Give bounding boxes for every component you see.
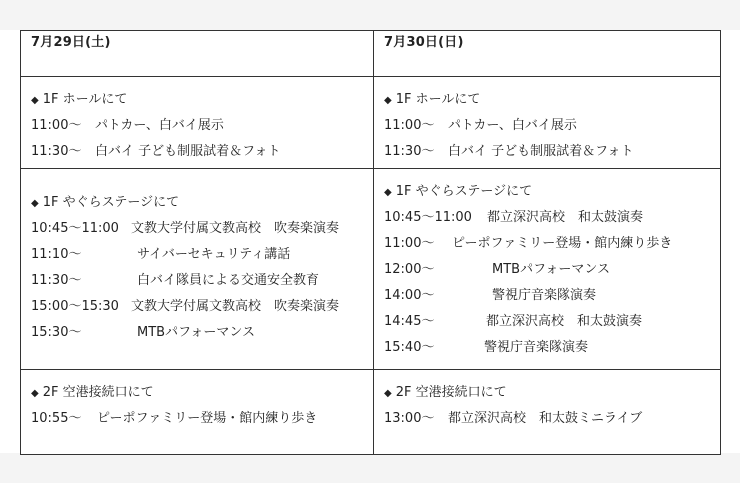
event-title: 都立深沢高校 和太鼓演奏 <box>486 314 643 329</box>
day-label: 7月29日(土) <box>31 35 111 50</box>
list-item <box>31 139 363 165</box>
list-item <box>31 242 363 268</box>
event-title: 文教大学付属文教高校 吹奏楽演奏 <box>131 299 340 314</box>
event-time: 10:45～11:00 <box>31 221 119 236</box>
list-item <box>384 231 710 257</box>
day-header-saturday <box>21 31 374 77</box>
diamond-bullet-icon: ◆ <box>31 95 39 106</box>
event-time: 11:00～ <box>31 118 82 133</box>
event-time: 11:10～ <box>31 247 82 262</box>
diamond-bullet-icon: ◆ <box>384 95 392 106</box>
list-item <box>31 406 363 432</box>
list-item <box>384 406 710 432</box>
top-background-band <box>0 0 740 30</box>
event-time: 11:30～ <box>31 273 82 288</box>
table-row-1f-hall <box>21 77 721 169</box>
list-item <box>384 205 710 231</box>
list-item <box>31 113 363 139</box>
section-heading: ◆ 1F ホールにて <box>384 92 481 107</box>
table-row-1f-stage <box>21 169 721 370</box>
event-schedule-table <box>20 30 721 455</box>
event-title: ピーポファミリー登場・館内練り歩き <box>97 411 318 426</box>
event-time: 11:00～ <box>384 118 435 133</box>
diamond-bullet-icon: ◆ <box>384 388 392 399</box>
cell-sun-1f-stage <box>374 169 721 370</box>
list-item <box>31 216 363 242</box>
list-item <box>384 113 710 139</box>
list-item <box>384 139 710 165</box>
event-title: ピーポファミリー登場・館内練り歩き <box>452 236 673 251</box>
event-time: 14:45～ <box>384 314 435 329</box>
event-title: MTBパフォーマンス <box>137 325 256 340</box>
diamond-bullet-icon: ◆ <box>31 198 39 209</box>
event-title: 警視庁音楽隊演奏 <box>484 340 589 355</box>
section-heading: ◆ 2F 空港接続口にて <box>31 385 154 400</box>
event-title: 警視庁音楽隊演奏 <box>492 288 597 303</box>
section-heading: ◆ 1F やぐらステージにて <box>384 184 533 199</box>
cell-sun-1f-hall <box>374 77 721 169</box>
section-heading: ◆ 1F やぐらステージにて <box>31 195 180 210</box>
event-time: 11:00～ <box>384 236 435 251</box>
diamond-bullet-icon: ◆ <box>384 187 392 198</box>
event-title: 文教大学付属文教高校 吹奏楽演奏 <box>131 221 340 236</box>
event-title: サイバーセキュリティ講話 <box>137 247 291 262</box>
day-header-sunday <box>374 31 721 77</box>
day-label: 7月30日(日) <box>384 35 464 50</box>
event-title: MTBパフォーマンス <box>492 262 611 277</box>
event-title: 都立深沢高校 和太鼓ミニライブ <box>448 411 643 426</box>
event-time: 15:00～15:30 <box>31 299 119 314</box>
event-time: 15:30～ <box>31 325 82 340</box>
cell-sat-2f-airport <box>21 370 374 455</box>
cell-sun-2f-airport <box>374 370 721 455</box>
event-title: パトカー、白バイ展示 <box>448 118 577 133</box>
list-item <box>384 283 710 309</box>
cell-sat-1f-stage <box>21 169 374 370</box>
section-heading: ◆ 1F ホールにて <box>31 92 128 107</box>
event-title: パトカー、白バイ展示 <box>95 118 224 133</box>
diamond-bullet-icon: ◆ <box>31 388 39 399</box>
list-item <box>384 257 710 283</box>
event-title: 都立深沢高校 和太鼓演奏 <box>487 210 644 225</box>
table-row-2f-airport <box>21 370 721 455</box>
list-item <box>384 335 710 361</box>
event-title: 白バイ隊員による交通安全教育 <box>137 273 320 288</box>
list-item <box>31 268 363 294</box>
table-header-row <box>21 31 721 77</box>
event-time: 15:40～ <box>384 340 435 355</box>
event-title: 白バイ 子ども制服試着＆フォト <box>448 144 634 159</box>
bottom-background-band <box>0 453 740 483</box>
event-title: 白バイ 子ども制服試着＆フォト <box>95 144 281 159</box>
event-time: 11:30～ <box>384 144 435 159</box>
event-time: 10:55～ <box>31 411 82 426</box>
cell-sat-1f-hall <box>21 77 374 169</box>
event-time: 13:00～ <box>384 411 435 426</box>
list-item <box>31 294 363 320</box>
event-time: 14:00～ <box>384 288 435 303</box>
event-time: 10:45～11:00 <box>384 210 472 225</box>
section-heading: ◆ 2F 空港接続口にて <box>384 385 507 400</box>
event-time: 11:30～ <box>31 144 82 159</box>
list-item <box>384 309 710 335</box>
event-time: 12:00～ <box>384 262 435 277</box>
list-item <box>31 320 363 346</box>
